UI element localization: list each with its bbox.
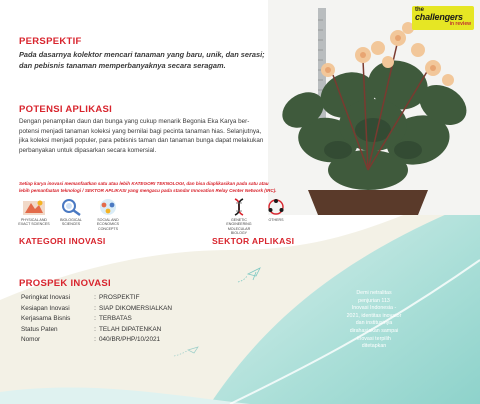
side-note-line: Demi netralitas <box>356 290 392 296</box>
potensi-heading: POTENSI APLIKASI <box>19 104 113 115</box>
kategori-heading: KATEGORI INOVASI <box>19 236 106 246</box>
sektor-heading: SEKTOR APLIKASI <box>212 236 295 246</box>
prospek-row <box>21 325 172 336</box>
prospek-separator: : <box>94 294 96 301</box>
prospek-label: Status Paten <box>21 325 58 333</box>
kategori-icons <box>17 197 125 231</box>
others-icon <box>259 197 293 236</box>
prospek-label: Nomor <box>21 336 41 344</box>
physical-sciences-icon <box>17 197 51 231</box>
perspektif-line: dan pebisnis tanaman memperbanyaknya secara seragam. <box>19 61 226 70</box>
prospek-label: Kerjasama Bisnis <box>21 315 71 323</box>
prospek-value: TELAH DIPATENKAN <box>99 325 162 333</box>
prospek-separator: : <box>94 336 96 344</box>
prospek-heading: PROSPEK INOVASI <box>19 278 111 289</box>
note-line: Setiap karya inovasi memanfaatkan satu atau lebih KATEGORI TEKNOLOGI, dan bisa diaplikasikan pada satu atau <box>19 181 269 186</box>
side-note-line: Inovasi Indonesia - <box>351 305 397 312</box>
prospek-separator: : <box>94 304 96 312</box>
biological-sciences-icon <box>54 197 88 231</box>
side-note-line: 2021, identitas inovator <box>346 312 402 319</box>
prospek-row <box>21 335 172 346</box>
challengers-logo <box>412 6 474 30</box>
irc-note <box>19 180 319 194</box>
perspektif-text <box>19 49 279 71</box>
sektor-caption: GENETIC ENGINEERING MOLECULAR BIOLOGY <box>226 218 252 236</box>
side-note-line: dirahasiakan sampai <box>349 327 399 334</box>
logo-line-1: the <box>415 7 424 13</box>
potensi-line: perbanyakan untuk dipasarkan secara komersial. <box>19 146 157 154</box>
potensi-text <box>19 117 281 155</box>
side-note-line: ditetapkan <box>361 343 387 350</box>
social-economic-icon <box>91 197 125 231</box>
sektor-caption: OTHERS <box>268 218 284 222</box>
kategori-caption: BIOLOGICAL SCIENCES <box>60 218 82 227</box>
side-note-line: inovasi terpilih <box>357 335 391 342</box>
perspektif-line: Pada dasarnya kolektor mencari tanaman yang baru, unik, dan serasi; <box>19 50 265 59</box>
confidentiality-note <box>340 290 408 351</box>
prospek-value: 040/BR/PHP/10/2021 <box>99 336 161 344</box>
prospek-label: Peringkat Inovasi <box>21 294 71 301</box>
kategori-caption: PHYSICAL AND EXACT SCIENCES <box>18 218 50 227</box>
prospek-value: SIAP DIKOMERSIALKAN <box>99 304 173 312</box>
prospek-row <box>21 304 172 315</box>
sektor-icons <box>222 197 293 236</box>
prospek-value: PROSPEKTIF <box>99 294 140 301</box>
prospek-label: Kesiapan Inovasi <box>21 304 70 312</box>
potensi-line: potensi menjadi tanaman koleksi yang bernilai bagi pecinta tanaman hias. Selanjutnya, <box>19 127 262 135</box>
logo-line-3: in review <box>449 21 471 27</box>
prospek-row <box>21 314 172 325</box>
side-note-line: penjurian 113 <box>358 297 390 304</box>
prospek-table <box>21 293 172 346</box>
potensi-line: jika koleksi menjadi populer, para pebisnis taman dan tanaman bunga dapat melakukan <box>19 137 264 145</box>
note-line: lebih pemanfaatan teknologi / SEKTOR APLIKASI yang mengacu pada standar Innovation Relay Center Network (IRC). <box>19 188 277 193</box>
prospek-separator: : <box>94 325 96 333</box>
prospek-separator: : <box>94 315 96 323</box>
perspektif-heading: PERSPEKTIF <box>19 36 82 47</box>
prospek-value: TERBATAS <box>99 315 132 323</box>
potensi-line: Dengan penampilan daun dan bunga yang cukup menarik Begonia Eka Karya ber- <box>19 118 250 125</box>
kategori-caption: SOCIAL AND ECONOMICS CONCEPTS <box>96 218 120 231</box>
prospek-row <box>21 293 172 304</box>
genetic-engineering-icon <box>222 197 256 236</box>
logo-line-2: challengers <box>415 12 463 22</box>
side-note-line: dan institusinya <box>355 320 393 327</box>
